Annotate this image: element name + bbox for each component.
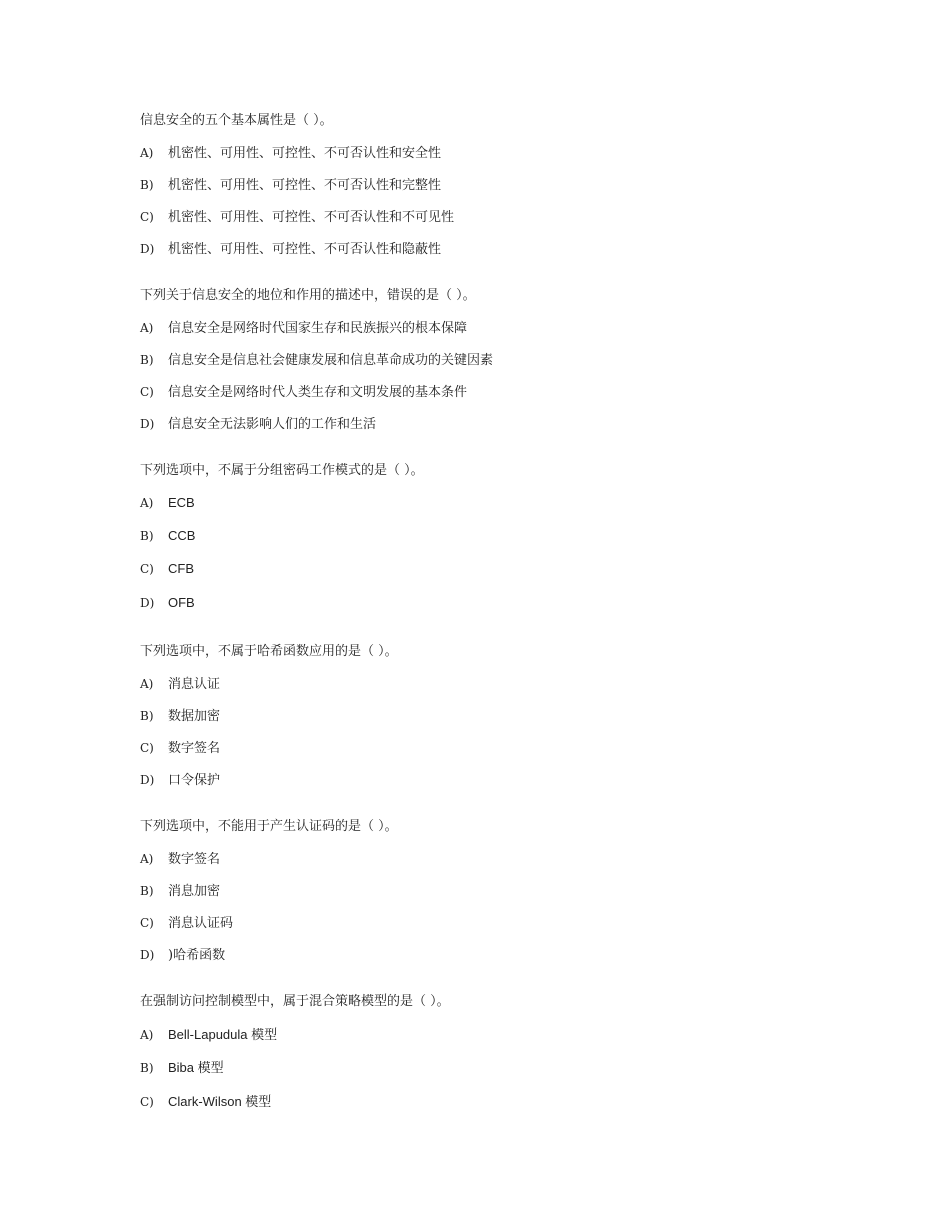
option-letter: A): [140, 146, 154, 160]
option-text: 机密性、可用性、可控性、不可否认性和安全性: [168, 146, 442, 161]
option-text: 机密性、可用性、可控性、不可否认性和完整性: [168, 178, 442, 193]
question-stem: 在强制访问控制模型中，属于混合策略模型的是（ ）。: [140, 994, 450, 1009]
option-c: [140, 560, 194, 578]
option-letter: A): [140, 1028, 154, 1042]
option-text: OFB: [168, 595, 195, 610]
option-d: [140, 771, 220, 789]
option-a: [140, 675, 220, 693]
question-1: [140, 112, 840, 257]
option-text: 消息加密: [168, 884, 221, 899]
option-letter: C): [140, 916, 154, 930]
option-letter: B): [140, 178, 154, 192]
question-stem: 下列选项中，不属于哈希函数应用的是（ ）。: [140, 644, 398, 659]
option-text: 机密性、可用性、可控性、不可否认性和隐蔽性: [168, 242, 442, 257]
option-text: 消息认证: [168, 677, 221, 692]
question-stem: 下列选项中，不能用于产生认证码的是（ ）。: [140, 819, 398, 834]
option-a: [140, 144, 441, 162]
option-letter: B): [140, 884, 154, 898]
option-b: [140, 351, 493, 369]
option-letter: A): [140, 852, 154, 866]
option-text: Bell-Lapudula 模型: [168, 1027, 278, 1042]
question-6: [140, 993, 840, 1109]
option-letter: C): [140, 562, 154, 576]
option-c: [140, 1093, 271, 1111]
question-5: [140, 818, 840, 963]
option-c: [140, 208, 454, 226]
option-text: ECB: [168, 495, 195, 510]
question-3: [140, 462, 840, 610]
option-a: [140, 494, 195, 512]
option-text: 信息安全是信息社会健康发展和信息革命成功的关键因素: [168, 353, 494, 368]
option-letter: C): [140, 385, 154, 399]
option-text: 数字签名: [168, 852, 221, 867]
option-letter: C): [140, 210, 154, 224]
option-letter: C): [140, 1095, 154, 1109]
option-letter: A): [140, 321, 154, 335]
option-text: )哈希函数: [168, 948, 226, 963]
option-b: [140, 176, 441, 194]
option-letter: B): [140, 353, 154, 367]
option-c: [140, 739, 220, 757]
option-letter: D): [140, 948, 155, 962]
option-a: [140, 1026, 277, 1044]
option-d: [140, 594, 195, 612]
option-b: [140, 527, 195, 545]
option-b: [140, 1059, 224, 1077]
option-text: 机密性、可用性、可控性、不可否认性和不可见性: [168, 210, 455, 225]
option-text: CCB: [168, 528, 196, 543]
option-b: [140, 707, 220, 725]
option-letter: C): [140, 741, 154, 755]
option-text: 消息认证码: [168, 916, 234, 931]
option-c: [140, 383, 467, 401]
option-letter: D): [140, 596, 155, 610]
option-letter: D): [140, 773, 155, 787]
option-d: [140, 240, 441, 258]
question-stem: 信息安全的五个基本属性是（ ）。: [140, 113, 333, 128]
option-text: 数字签名: [168, 741, 221, 756]
option-text: 信息安全无法影响人们的工作和生活: [168, 417, 377, 432]
option-letter: B): [140, 709, 154, 723]
option-d: [140, 946, 225, 964]
option-text: Clark-Wilson 模型: [168, 1094, 272, 1109]
option-text: CFB: [168, 561, 194, 576]
option-text: Biba 模型: [168, 1060, 224, 1075]
question-4: [140, 643, 840, 788]
option-text: 口令保护: [168, 773, 221, 788]
option-b: [140, 882, 220, 900]
question-stem: 下列选项中，不属于分组密码工作模式的是（ ）。: [140, 463, 424, 478]
option-letter: B): [140, 529, 154, 543]
option-c: [140, 914, 233, 932]
option-d: [140, 415, 376, 433]
option-letter: D): [140, 242, 155, 256]
option-letter: A): [140, 496, 154, 510]
option-letter: D): [140, 417, 155, 431]
question-2: [140, 287, 840, 432]
option-text: 数据加密: [168, 709, 221, 724]
option-letter: A): [140, 677, 154, 691]
option-a: [140, 319, 467, 337]
option-letter: B): [140, 1061, 154, 1075]
question-stem: 下列关于信息安全的地位和作用的描述中，错误的是（ ）。: [140, 288, 476, 303]
option-text: 信息安全是网络时代人类生存和文明发展的基本条件: [168, 385, 468, 400]
option-a: [140, 850, 220, 868]
option-text: 信息安全是网络时代国家生存和民族振兴的根本保障: [168, 321, 468, 336]
